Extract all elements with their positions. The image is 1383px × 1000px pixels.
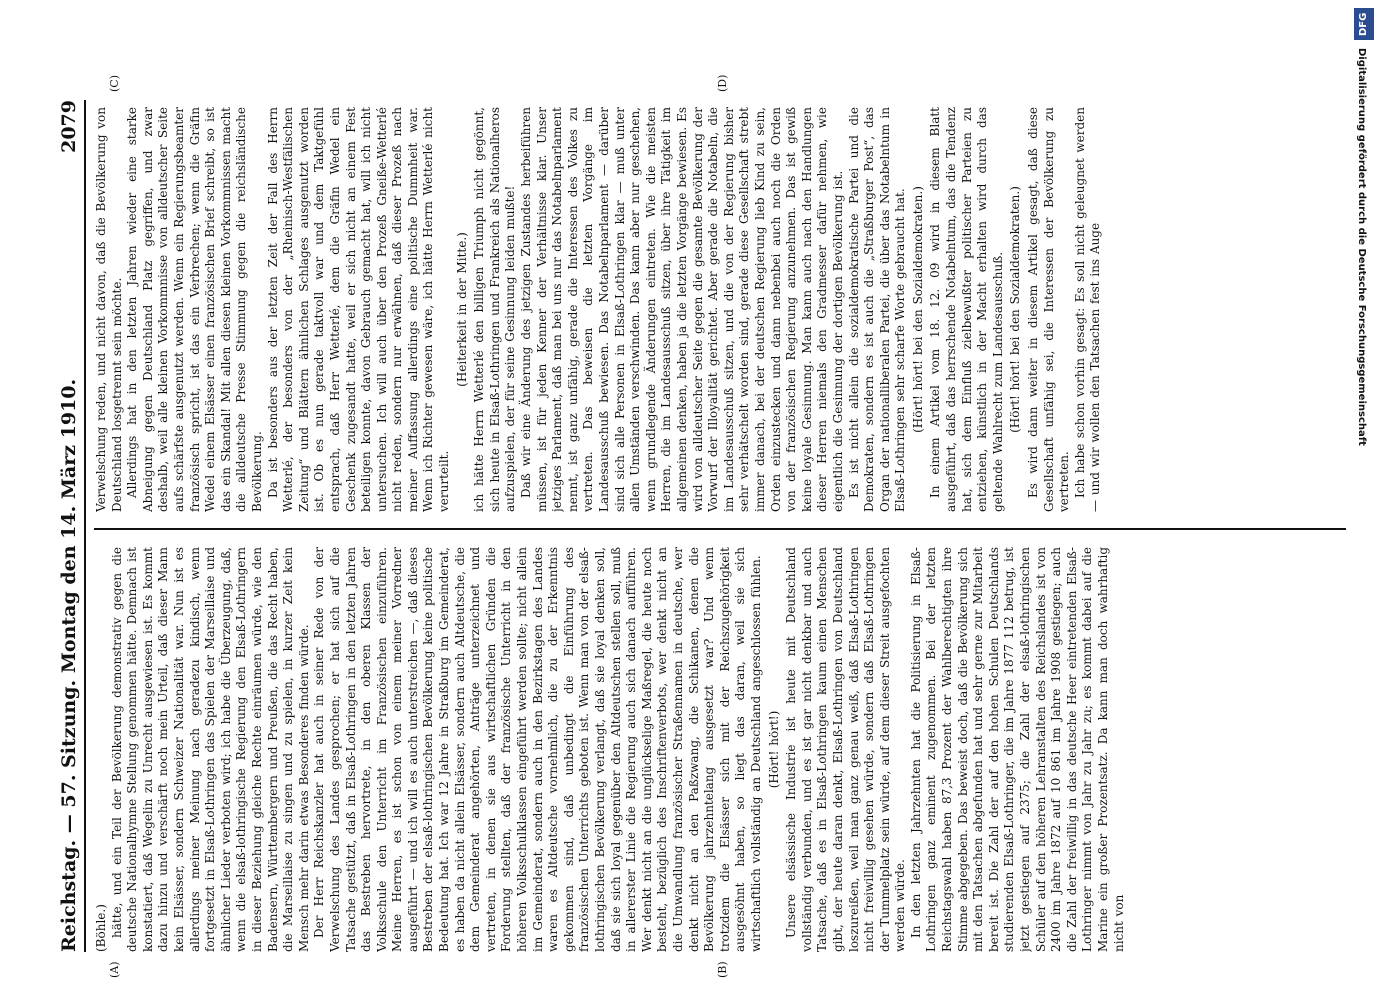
page-number: 2079 xyxy=(58,100,80,153)
margin-mark-d: (D) xyxy=(716,74,729,92)
paragraph: ich hätte Herrn Wetterlé den billigen Triumph nicht gegönnt, sich heute in Elsaß-Lothringen und Frankreich als Nationalheros aufzuspielen, der für seine Gesinnung leiden mußte! xyxy=(472,107,518,512)
dfg-logo: DFG xyxy=(1354,8,1374,40)
speaker-name: (Böhle.) xyxy=(94,904,108,952)
paragraph: Der Herr Reichskanzler hat auch in seiner Rede von der Verwelschung des Landes gesprochen; er hat sich auf die Tatsache gestützt, daß in Elsaß-Lothringen in den letzten Jahren das Bestreben hervortrete, in den oberen Klassen der Volksschule den Unterricht im Französischen einzuführen. Meine Herren, es ist schon von einem meiner Vorredner ausgeführt — und ich will es auch unterstreichen —, daß dieses Bestreben der elsaß-lothringischen Bevölkerung keine politische Bedeutung hat. Ich war 12 Jahre in Straßburg im Gemeinderat, es haben da nicht allein Elsässer, sondern auch Altdeutsche, die dem Gemeinderat angehörten, Anträge unterzeichnet und vertreten, in denen sie aus wirtschaftlichen Gründen die Forderung stellten, daß der französische Unterricht in den höheren Volksschulklassen eingeführt werden sollte; nicht allein im Gemeinderat, sondern auch in den Bezirkstagen des Landes waren es Altdeutsche vornehmlich, die zu der Erkenntnis gekommen sind, daß unbedingt die Einführung des französischen Unterrichts geboten ist. Wenn man von der elsaß-lothringischen Bevölkerung verlangt, daß sie loyal denken soll, daß sie sich loyal gegenüber den Altdeutschen stellen soll, muß in allererster Linie die Regierung auch sich danach aufführen. Wer denkt nicht an die unglückselige Maßregel, die heute noch besteht, bezüglich des Inschriftenverbots, wer denkt nicht an die Umwandlung französischer Straßennamen in deutsche, wer denkt nicht an den Paßzwang, die Schikanen, denen die Bevölkerung jahrzehntelang ausgesetzt war? Und wenn trotzdem die Elsässer sich mit der Reichszugehörigkeit ausgesöhnt haben, so liegt das daran, weil sie sich wirtschaftlich vollständig an Deutschland angeschlossen fühlen. xyxy=(312,547,763,952)
interjection: (Hört! hört! bei den Sozialdemokraten.) xyxy=(1008,186,1023,433)
paragraph: In einem Artikel vom 18. 12. 09 wird in diesem Blatt ausgeführt, daß das herrschende Notabelntum, das die Tendenz hat, sich dem Einfluß zielbewußter politischer Parteien zu entziehen, künstlich in der Macht erhalten wird durch das geltende Wahlrecht zum Landesausschuß. xyxy=(928,107,1005,512)
interjection: (Heiterkeit in der Mitte.) xyxy=(454,232,469,387)
digitization-sidebar xyxy=(1352,8,1378,992)
digitization-credit: Digitalisierung gefördert durch die Deutsche Forschungsgemeinschaft xyxy=(1356,48,1367,446)
page-header xyxy=(52,100,86,952)
margin-mark-b: (B) xyxy=(716,961,729,978)
paragraph: Es ist nicht allein die sozialdemokratische Partei und die Demokraten, sondern es ist auch die „Straßburger Post“, das Organ der nationalliberalen Partei, die über das Notabelntum in Elsaß-Lothringen sehr scharfe Worte gebraucht hat. xyxy=(846,107,908,512)
paragraph: Da ist besonders aus der letzten Zeit der Fall des Herrn Wetterlé, der besonders von der „Rheinisch-Westfälischen Zeitung“ und Blättern ähnlichen Schlages ausgenutzt worden ist. Ob es nun gerade taktvoll war und dem Taktgefühl entsprach, daß Herr Wetterlé, dem die Gräfin Wedel ein Geschenk zugesandt hatte, weil er sich nicht an einem Fest beteiligen konnte, davon Gebrauch gemacht hat, will ich nicht untersuchen. Ich will auch über den Prozeß Gneiße-Wetterlé nicht reden, sondern nur erwähnen, daß dieser Prozeß nach meiner Auffassung allerdings eine politische Dummheit war. Wenn ich Richter gewesen wäre, ich hätte Herrn Wetterlé nicht verurteilt. xyxy=(265,107,452,512)
header-session: Reichstag. — 57. Sitzung. xyxy=(58,679,80,952)
column-divider xyxy=(94,528,1346,530)
right-column xyxy=(94,107,1346,512)
header-date: Montag den 14. März 1910. xyxy=(58,378,80,674)
paragraph: Verwelschung reden, und nicht davon, daß die Bevölkerung von Deutschland losgetrennt sein möchte. xyxy=(94,107,124,512)
left-column xyxy=(94,547,1346,952)
paragraph: Daß wir eine Änderung des jetzigen Zustandes herbeiführen müssen, ist für jeden Kenner der Verhältnisse klar. Unser jetziges Parlament, daß man bei uns nur das Notabelnparlament nennt, ist ganz unfähig, gerade die Interessen des Volkes zu vertreten. Das beweisen die letzten Vorgänge im Landesausschuß bewiesen. Das Notabelnparlament — darüber sind sich alle Personen in Elsaß-Lothringen klar — muß unter allen Umständen verschwinden. Das kann aber nur geschehen, wenn grundlegende Änderungen eintreten. Wie die meisten Herren, die im Landesausschuß sitzen, über ihre Tätigkeit im allgemeinen denken, haben ja die letzten Vorgänge bewiesen. Es wird von alldeutscher Seite gegen die gesamte Bevölkerung der Vorwurf der Illoyalität gerichtet. Aber gerade die Notabeln, die im Landesausschuß sitzen, und die von der Regierung bisher sehr verhätschelt worden sind, gerade diese Gesellschaft strebt immer danach, bei der deutschen Regierung lieb Kind zu sein, Orden einzustecken und dann nebenbei auch noch die Orden von der französischen Regierung anzunehmen. Das ist gewiß keine loyale Gesinnung. Man kann auch nach den Handlungen dieser Herren niemals den Gradmesser dafür nehmen, wie eigentlich die Gesinnung der dortigen Bevölkerung ist. xyxy=(519,107,845,512)
paragraph: Allerdings hat in den letzten Jahren wieder eine starke Abneigung gegen Deutschland Platz gegriffen, und zwar deshalb, weil alle kleinen Vorkommnisse von alldeutscher Seite aufs schärfste ausgenutzt werden. Wenn ein Regierungsbeamter französisch spricht, ist das ein Verbrechen; wenn die Gräfin Wedel einem Elsässer einen französischen Brief schreibt, so ist das ein Skandal! Mit allen diesen kleinen Vorkommnissen macht die alldeutsche Presse Stimmung gegen die reichsländische Bevölkerung. xyxy=(125,107,264,512)
margin-mark-c: (C) xyxy=(108,75,121,92)
paragraph: In den letzten Jahrzehnten hat die Politisierung in Elsaß-Lothringen ganz eminent zugenommen. Bei der letzten Reichstagswahl haben 87,3 Prozent der Wahlberechtigten ihre Stimme abgegeben. Das beweist doch, daß die Bevölkerung sich mit den Tatsachen abgefunden hat und sehr gerne zur Mitarbeit bereit ist. Die Zahl der auf den hohen Schulen Deutschlands studierenden Elsaß-Lothringer, die im Jahre 1877 112 betrug, ist jetzt gestiegen auf 2375; die Zahl der elsaß-lothringischen Schüler auf den höheren Lehranstalten des Reichslandes ist von 2400 im Jahre 1872 auf 10 861 im Jahre 1908 gestiegen; auch die Zahl der freiwillig in das deutsche Heer eintretenden Elsaß-Lothringer nimmt von Jahr zu Jahr zu; es kommt dabei auf die Marine ein großer Prozentsatz. Da kann man doch wahrhaftig nicht von xyxy=(908,547,1126,952)
paragraph: Ich habe schon vorhin gesagt: Es soll nicht geleugnet werden — und wir wollen den Tatsachen fest ins Auge xyxy=(1072,107,1103,512)
paragraph: Es wird dann weiter in diesem Artikel gesagt, daß diese Gesellschaft unfähig sei, die Interessen der Bevölkerung zu vertreten. xyxy=(1026,107,1072,512)
margin-mark-a: (A) xyxy=(108,961,121,978)
paragraph: hätte, und ein Teil der Bevölkerung demonstrativ gegen die deutsche Nationalhymne Stellung genommen hätte. Demnach ist konstatiert, daß Wegelin zu Unrecht ausgewiesen ist. Es kommt dazu hinzu und verschärft noch mein Urteil, daß dieser Mann kein Elsässer, sondern Schweizer Nationalität war. Nun ist es allerdings meiner Meinung nach geradezu kindisch, wenn fortgesetzt in Elsaß-Lothringen das Spielen der Marseillaise und ähnlicher Lieder verboten wird; ich habe die Überzeugung, daß, wenn die elsaß-lothringische Regierung den Elsaß-Lothringern in dieser Beziehung gleiche Rechte einräumen würde, wie den Badensern, Württembergern und Preußen, die das Recht haben, die Marseillaise zu singen und zu spielen, in kurzer Zeit kein Mensch mehr darin etwas Besonderes finden würde. xyxy=(109,547,311,952)
paragraph: Unsere elsässische Industrie ist heute mit Deutschland vollständig verbunden, und es ist gar nicht denkbar und auch Tatsache, daß es in Elsaß-Lothringen kaum einen Menschen gibt, der heute daran denkt, Elsaß-Lothringen von Deutschland loszureißen, weil man ganz genau weiß, daß Elsaß-Lothringen nicht freiwillig gesehen würde, sondern daß Elsaß-Lothringen der Tummelplatz sein würde, auf dem dieser Streit ausgefochten werden würde. xyxy=(784,547,908,952)
columns xyxy=(86,74,1346,978)
interjection: (Hört! hört! bei den Sozialdemokraten.) xyxy=(910,186,925,433)
interjection: (Hört! hört!) xyxy=(766,710,781,789)
